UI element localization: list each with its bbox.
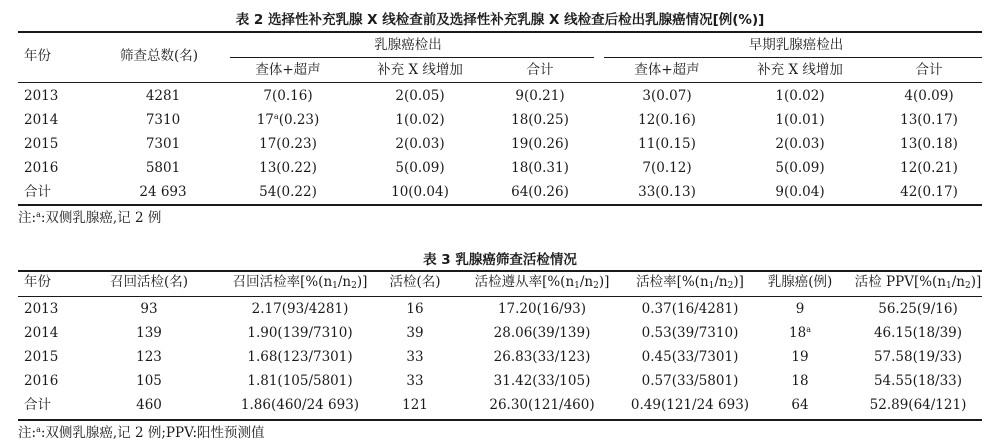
table3-header-recall: 召回活检(名) — [109, 274, 189, 290]
header-text: /n — [951, 274, 965, 290]
table3-header-year: 年份 — [24, 274, 51, 290]
table2-cell-early-total: 12(0.21) — [900, 160, 958, 176]
table3-cell-year: 2016 — [24, 373, 59, 389]
table2-cell-total: 7310 — [145, 112, 181, 128]
table2-cell-total-cancer: 9(0.21) — [515, 88, 565, 104]
table2-cell-year: 合计 — [24, 184, 51, 200]
table2-header-early-cancer-detected: 早期乳腺癌检出 — [748, 37, 844, 53]
table3-cell-recall-rate: 1.90(139/7310) — [247, 325, 353, 341]
subscript: 2 — [351, 281, 357, 291]
table2-cell-exam-us: 7(0.16) — [263, 88, 313, 104]
table3-title: 表 3 乳腺癌筛查活检情况 — [423, 252, 577, 268]
table3-cell-biopsy: 33 — [406, 373, 424, 389]
table3-cell-ppv: 57.58(19/33) — [873, 349, 963, 365]
table3-cell-biopsy-rate: 0.37(16/4281) — [641, 301, 739, 317]
footnote-mark: a — [806, 325, 811, 334]
subscript: 1 — [332, 281, 338, 291]
table2-cell-early-exam-us: 3(0.07) — [642, 88, 692, 104]
table3-cell-recall: 93 — [140, 301, 158, 317]
table3-cell-year: 2014 — [24, 325, 59, 341]
subscript: 2 — [964, 281, 971, 291]
table2-group1-rule — [230, 57, 594, 58]
table2-cell-total: 24 693 — [139, 184, 187, 200]
header-text: 活检遵从率[%(n — [474, 274, 575, 290]
table2-cell-total: 4281 — [145, 88, 181, 104]
table2-cell-xray-added: 10(0.04) — [391, 184, 449, 200]
table2-cell-early-total: 42(0.17) — [900, 184, 958, 200]
table2-header-sub2: 补充 X 线增加 — [377, 62, 463, 78]
header-text: 召回活检率[%(n — [232, 274, 333, 290]
table2-cell-early-xray-added: 1(0.01) — [775, 112, 825, 128]
table2-cell-year: 2016 — [24, 160, 59, 176]
table3-cell-compliance: 17.20(16/93) — [497, 301, 587, 317]
table3-cell-value: 18 — [789, 325, 807, 341]
table2-cell-total-cancer: 64(0.26) — [511, 184, 569, 200]
table2-cell-year: 2014 — [24, 112, 59, 128]
table3-cell-cancer: 18 — [791, 373, 809, 389]
header-text: )] — [970, 274, 982, 290]
table2-cell-total: 7301 — [145, 136, 181, 152]
table3-cell-cancer: 19 — [791, 349, 809, 365]
header-text: 活检 PPV[%(n — [854, 274, 946, 290]
table2-title: 表 2 选择性补充乳腺 X 线检查前及选择性补充乳腺 X 线检查后检出乳腺癌情况[例(%)] — [235, 12, 765, 28]
subscript: 2 — [593, 281, 599, 291]
footnote-mark: a — [273, 112, 279, 121]
table2-header-total: 筛查总数(名) — [119, 48, 199, 64]
header-text: )] — [598, 274, 610, 290]
table3-cell-year: 合计 — [24, 397, 51, 413]
table2-cell-early-exam-us: 33(0.13) — [638, 184, 696, 200]
table2-cell-early-xray-added: 9(0.04) — [775, 184, 825, 200]
table2-cell-year: 2013 — [24, 88, 59, 104]
table3-cell-compliance: 26.83(33/123) — [493, 349, 591, 365]
table2-cell-exam-us: 17(0.23) — [259, 136, 317, 152]
table3-cell-ppv: 46.15(18/39) — [873, 325, 963, 341]
table3-header-compliance — [475, 272, 610, 292]
table2-cell-total-cancer: 18(0.25) — [511, 112, 569, 128]
table3-cell-compliance: 28.06(39/139) — [493, 325, 591, 341]
table3-cell-recall: 460 — [136, 397, 162, 413]
table3-cell-recall: 123 — [136, 349, 162, 365]
table2-cell-value-rest: (0.23) — [278, 112, 320, 128]
subscript: 1 — [708, 281, 715, 291]
table3-header-ppv — [855, 272, 982, 292]
table3-note — [18, 421, 265, 441]
header-text: /n — [579, 274, 594, 290]
table3-cell-biopsy-rate: 0.49(121/24 693) — [630, 397, 750, 413]
table2-cell-early-total: 13(0.18) — [900, 136, 958, 152]
table3-cell-recall: 139 — [136, 325, 162, 341]
table3-header-biopsy-rate — [636, 272, 744, 292]
table3-cell-compliance: 26.30(121/460) — [489, 397, 595, 413]
table2-header-sub3: 合计 — [526, 62, 554, 78]
table2-header-cancer-detected: 乳腺癌检出 — [374, 37, 442, 53]
table2-note — [18, 206, 161, 226]
header-text: /n — [337, 274, 352, 290]
table2-cell-xray-added: 5(0.09) — [395, 160, 445, 176]
table2-top-rule — [18, 31, 982, 33]
table2-cell-early-xray-added: 5(0.09) — [775, 160, 825, 176]
table3-cell-biopsy-rate: 0.45(33/7301) — [641, 349, 739, 365]
subscript: 1 — [946, 281, 952, 291]
note-text: :双侧乳腺癌,记 2 例;PPV:阳性预测值 — [40, 425, 265, 441]
table2-header-rule — [18, 82, 982, 83]
table2-header-sub5: 补充 X 线增加 — [757, 62, 843, 78]
table3-header-cancer: 乳腺癌(例) — [767, 274, 833, 290]
table2-header-year: 年份 — [24, 48, 51, 64]
table3-cell-compliance: 31.42(33/105) — [493, 373, 591, 389]
table2-cell-early-total: 13(0.17) — [900, 112, 958, 128]
table3-cell-ppv: 52.89(64/121) — [869, 397, 967, 413]
table2-cell-early-exam-us: 11(0.15) — [638, 136, 696, 152]
table2-cell-total: 5801 — [145, 160, 181, 176]
header-text: )] — [733, 274, 744, 290]
footnote-mark: a — [36, 425, 41, 434]
table2-cell-exam-us — [257, 110, 320, 130]
note-prefix: 注: — [18, 210, 37, 226]
table3-cell-recall-rate: 1.68(123/7301) — [247, 349, 353, 365]
table3-cell-recall-rate: 2.17(93/4281) — [251, 301, 349, 317]
table3-cell-cancer — [789, 323, 811, 343]
header-text: /n — [714, 274, 728, 290]
table3-header-biopsy: 活检(名) — [389, 274, 441, 290]
header-text: )] — [356, 274, 368, 290]
table3-cell-recall-rate: 1.81(105/5801) — [247, 373, 353, 389]
note-prefix: 注: — [18, 425, 37, 441]
table3-cell-year: 2013 — [24, 301, 59, 317]
table2-cell-early-exam-us: 7(0.12) — [642, 160, 692, 176]
table2-cell-xray-added: 2(0.05) — [395, 88, 445, 104]
table2-cell-xray-added: 2(0.03) — [395, 136, 445, 152]
table3-cell-ppv: 54.55(18/33) — [873, 373, 963, 389]
subscript: 2 — [727, 281, 734, 291]
table3-cell-biopsy: 121 — [402, 397, 428, 413]
table2-cell-year: 2015 — [24, 136, 59, 152]
table3-cell-biopsy: 39 — [406, 325, 424, 341]
subscript: 1 — [574, 281, 580, 291]
table2-cell-exam-us: 54(0.22) — [259, 184, 317, 200]
table2-header-sub6: 合计 — [915, 62, 943, 78]
table3-cell-biopsy-rate: 0.57(33/5801) — [641, 373, 739, 389]
table2-cell-xray-added: 1(0.02) — [395, 112, 445, 128]
table3-cell-recall: 105 — [136, 373, 162, 389]
table3-cell-cancer: 9 — [795, 301, 805, 317]
table3-header-rule — [18, 296, 982, 297]
note-text: :双侧乳腺癌,记 2 例 — [40, 210, 162, 226]
table2-cell-early-xray-added: 1(0.02) — [775, 88, 825, 104]
table2-bottom-rule — [18, 204, 982, 206]
table2-cell-value: 17 — [256, 112, 274, 128]
footnote-mark: a — [36, 210, 41, 219]
table3-cell-biopsy: 16 — [406, 301, 424, 317]
table3-cell-biopsy: 33 — [406, 349, 424, 365]
table2-cell-early-xray-added: 2(0.03) — [775, 136, 825, 152]
table2-cell-exam-us: 13(0.22) — [259, 160, 317, 176]
table2-cell-early-exam-us: 12(0.16) — [638, 112, 696, 128]
table3-cell-biopsy-rate: 0.53(39/7310) — [641, 325, 739, 341]
table3-cell-ppv: 56.25(9/16) — [878, 301, 958, 317]
table3-cell-recall-rate: 1.86(460/24 693) — [240, 397, 360, 413]
table3-cell-year: 2015 — [24, 349, 59, 365]
table2-cell-total-cancer: 19(0.26) — [511, 136, 569, 152]
table3-cell-cancer: 64 — [791, 397, 809, 413]
table2-header-sub1: 查体+超声 — [255, 62, 321, 78]
table2-group2-rule — [604, 57, 982, 58]
table2-cell-early-total: 4(0.09) — [904, 88, 954, 104]
table2-header-sub4: 查体+超声 — [634, 62, 700, 78]
table3-header-recall-rate — [233, 272, 368, 292]
table2-cell-total-cancer: 18(0.31) — [511, 160, 569, 176]
header-text: 活检率[%(n — [636, 274, 709, 290]
